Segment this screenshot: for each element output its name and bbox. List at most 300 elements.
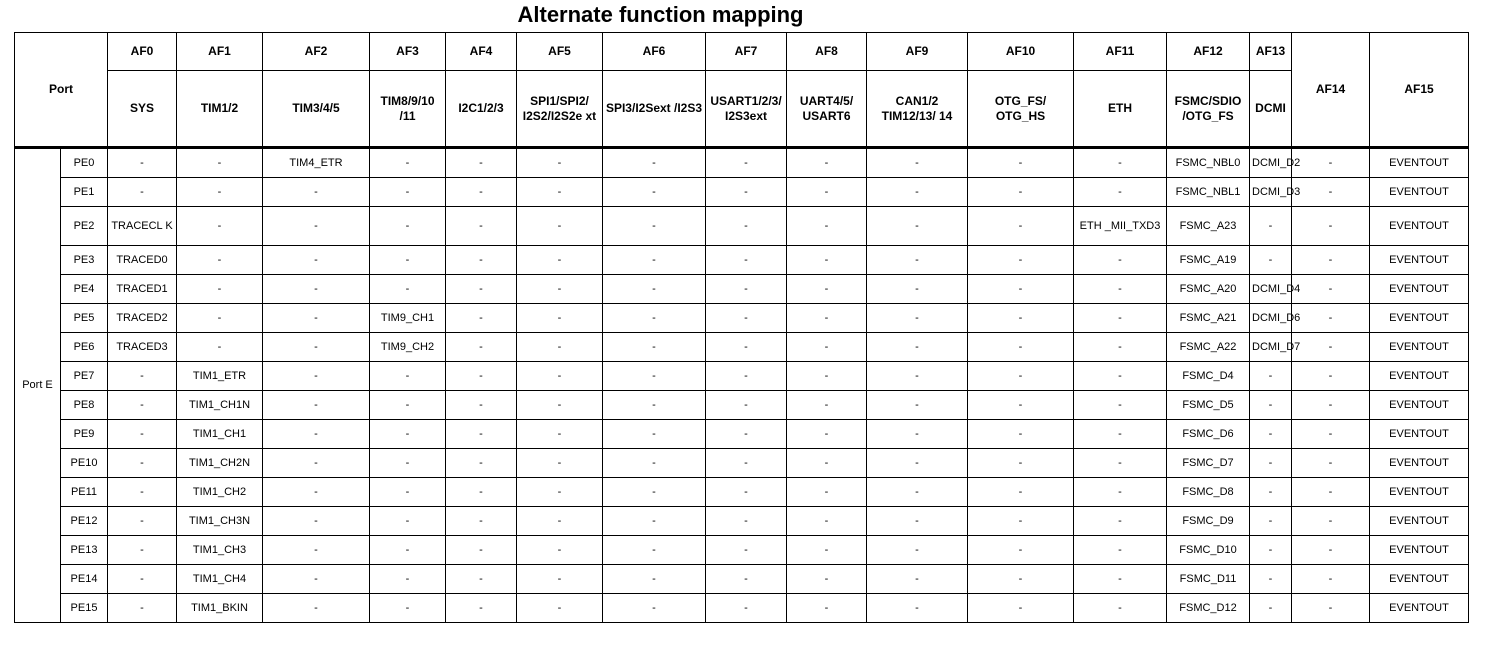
af4-cell: - [446, 246, 517, 275]
af8-cell: - [787, 565, 867, 594]
af8-cell: - [787, 420, 867, 449]
af5-cell: - [517, 478, 603, 507]
af3-subheader: TIM8/9/10 /11 [370, 71, 446, 148]
af12-cell: FSMC_D4 [1167, 362, 1250, 391]
alternate-function-table [14, 32, 1469, 623]
af8-cell: - [787, 536, 867, 565]
af2-cell: TIM4_ETR [263, 148, 370, 178]
af7-cell: - [706, 449, 787, 478]
af3-cell: - [370, 507, 446, 536]
af9-cell: - [867, 594, 968, 623]
af12-cell: FSMC_D10 [1167, 536, 1250, 565]
af4-cell: - [446, 207, 517, 246]
pin-cell: PE6 [61, 333, 108, 362]
af11-cell: - [1074, 178, 1167, 207]
af12-cell: FSMC_A21 [1167, 304, 1250, 333]
af8-cell: - [787, 449, 867, 478]
af3-cell: - [370, 148, 446, 178]
af4-cell: - [446, 304, 517, 333]
af4-cell: - [446, 449, 517, 478]
pin-cell: PE15 [61, 594, 108, 623]
af4-cell: - [446, 333, 517, 362]
af12-cell: FSMC_A22 [1167, 333, 1250, 362]
af6-cell: - [603, 178, 706, 207]
pin-cell: PE1 [61, 178, 108, 207]
af9-cell: - [867, 275, 968, 304]
af4-cell: - [446, 594, 517, 623]
af6-cell: - [603, 207, 706, 246]
af9-cell: - [867, 449, 968, 478]
af15-cell: EVENTOUT [1370, 449, 1469, 478]
af9-cell: - [867, 148, 968, 178]
af13-header: AF13 [1250, 33, 1292, 71]
af10-cell: - [968, 275, 1074, 304]
af1-cell: TIM1_ETR [177, 362, 263, 391]
af2-cell: - [263, 178, 370, 207]
af7-cell: - [706, 420, 787, 449]
af10-cell: - [968, 565, 1074, 594]
af6-cell: - [603, 362, 706, 391]
af11-cell: - [1074, 536, 1167, 565]
table-row [15, 304, 1469, 333]
af7-cell: - [706, 246, 787, 275]
af15-cell: EVENTOUT [1370, 536, 1469, 565]
af5-cell: - [517, 536, 603, 565]
af9-cell: - [867, 304, 968, 333]
af9-header: AF9 [867, 33, 968, 71]
table-row [15, 449, 1469, 478]
af12-cell: FSMC_D9 [1167, 507, 1250, 536]
af2-cell: - [263, 391, 370, 420]
af9-cell: - [867, 565, 968, 594]
af14-cell: - [1292, 178, 1370, 207]
af8-cell: - [787, 178, 867, 207]
af15-cell: EVENTOUT [1370, 507, 1469, 536]
af3-header: AF3 [370, 33, 446, 71]
af10-cell: - [968, 178, 1074, 207]
af9-cell: - [867, 536, 968, 565]
af14-cell: - [1292, 333, 1370, 362]
af7-cell: - [706, 478, 787, 507]
af1-cell: - [177, 246, 263, 275]
af12-subheader: FSMC/SDIO /OTG_FS [1167, 71, 1250, 148]
af9-cell: - [867, 420, 968, 449]
table-row [15, 594, 1469, 623]
pin-cell: PE8 [61, 391, 108, 420]
af1-cell: TIM1_CH4 [177, 565, 263, 594]
af13-cell: - [1250, 207, 1292, 246]
af0-cell: TRACECL K [108, 207, 177, 246]
af5-subheader: SPI1/SPI2/ I2S2/I2S2e xt [517, 71, 603, 148]
af14-cell: - [1292, 449, 1370, 478]
table-body [15, 148, 1469, 623]
af8-cell: - [787, 478, 867, 507]
af1-cell: TIM1_CH1 [177, 420, 263, 449]
af11-cell: - [1074, 333, 1167, 362]
af7-cell: - [706, 536, 787, 565]
af11-cell: - [1074, 507, 1167, 536]
af10-cell: - [968, 536, 1074, 565]
af14-cell: - [1292, 391, 1370, 420]
af6-cell: - [603, 148, 706, 178]
af6-cell: - [603, 275, 706, 304]
af6-cell: - [603, 507, 706, 536]
af3-cell: - [370, 594, 446, 623]
af0-cell: - [108, 178, 177, 207]
af6-cell: - [603, 449, 706, 478]
af0-cell: - [108, 362, 177, 391]
table-row [15, 148, 1469, 178]
pin-cell: PE5 [61, 304, 108, 333]
af1-cell: - [177, 333, 263, 362]
af13-cell: - [1250, 565, 1292, 594]
af13-cell: DCMI_D3 [1250, 178, 1292, 207]
af8-cell: - [787, 148, 867, 178]
port-group-cell: Port E [15, 148, 61, 623]
af8-cell: - [787, 507, 867, 536]
af5-cell: - [517, 333, 603, 362]
af1-subheader: TIM1/2 [177, 71, 263, 148]
af2-cell: - [263, 420, 370, 449]
af11-cell: - [1074, 478, 1167, 507]
table-row [15, 507, 1469, 536]
af4-header: AF4 [446, 33, 517, 71]
af13-cell: DCMI_D2 [1250, 148, 1292, 178]
af14-header: AF14 [1292, 33, 1370, 148]
af9-cell: - [867, 507, 968, 536]
af10-cell: - [968, 333, 1074, 362]
af1-cell: TIM1_CH1N [177, 391, 263, 420]
af0-cell: - [108, 148, 177, 178]
af15-cell: EVENTOUT [1370, 275, 1469, 304]
af2-cell: - [263, 449, 370, 478]
af3-cell: - [370, 275, 446, 304]
af15-cell: EVENTOUT [1370, 478, 1469, 507]
af10-cell: - [968, 304, 1074, 333]
af11-cell: - [1074, 565, 1167, 594]
af8-header: AF8 [787, 33, 867, 71]
af5-cell: - [517, 565, 603, 594]
table-row [15, 391, 1469, 420]
af11-subheader: ETH [1074, 71, 1167, 148]
table-row [15, 246, 1469, 275]
af11-cell: - [1074, 275, 1167, 304]
af2-cell: - [263, 565, 370, 594]
af6-cell: - [603, 420, 706, 449]
af3-cell: - [370, 362, 446, 391]
af2-cell: - [263, 507, 370, 536]
af10-cell: - [968, 246, 1074, 275]
af4-cell: - [446, 275, 517, 304]
af5-cell: - [517, 362, 603, 391]
af3-cell: TIM9_CH1 [370, 304, 446, 333]
pin-cell: PE11 [61, 478, 108, 507]
af8-cell: - [787, 594, 867, 623]
af8-subheader: UART4/5/ USART6 [787, 71, 867, 148]
af6-cell: - [603, 536, 706, 565]
table-row [15, 478, 1469, 507]
af2-cell: - [263, 275, 370, 304]
af6-cell: - [603, 304, 706, 333]
af8-cell: - [787, 246, 867, 275]
af5-cell: - [517, 507, 603, 536]
af10-cell: - [968, 207, 1074, 246]
header-row-function [15, 71, 1469, 148]
af1-cell: TIM1_CH2N [177, 449, 263, 478]
af2-cell: - [263, 594, 370, 623]
af5-header: AF5 [517, 33, 603, 71]
af7-cell: - [706, 178, 787, 207]
af8-cell: - [787, 275, 867, 304]
af13-cell: - [1250, 478, 1292, 507]
af4-cell: - [446, 362, 517, 391]
af12-cell: FSMC_D6 [1167, 420, 1250, 449]
af14-cell: - [1292, 304, 1370, 333]
af13-cell: - [1250, 246, 1292, 275]
af14-cell: - [1292, 565, 1370, 594]
af5-cell: - [517, 594, 603, 623]
af2-cell: - [263, 362, 370, 391]
af9-cell: - [867, 333, 968, 362]
af5-cell: - [517, 148, 603, 178]
af14-cell: - [1292, 246, 1370, 275]
af0-cell: - [108, 478, 177, 507]
af13-cell: DCMI_D4 [1250, 275, 1292, 304]
af1-cell: TIM1_CH2 [177, 478, 263, 507]
af2-header: AF2 [263, 33, 370, 71]
af0-cell: TRACED2 [108, 304, 177, 333]
af6-header: AF6 [603, 33, 706, 71]
af13-cell: DCMI_D7 [1250, 333, 1292, 362]
af4-cell: - [446, 148, 517, 178]
af11-cell: ETH _MII_TXD3 [1074, 207, 1167, 246]
af13-cell: - [1250, 362, 1292, 391]
header-row-af [15, 33, 1469, 71]
af11-cell: - [1074, 449, 1167, 478]
af4-cell: - [446, 536, 517, 565]
af4-cell: - [446, 507, 517, 536]
af12-cell: FSMC_D7 [1167, 449, 1250, 478]
pin-cell: PE10 [61, 449, 108, 478]
af1-cell: - [177, 304, 263, 333]
af10-cell: - [968, 420, 1074, 449]
af10-cell: - [968, 362, 1074, 391]
af3-cell: - [370, 178, 446, 207]
af13-cell: - [1250, 391, 1292, 420]
af2-cell: - [263, 536, 370, 565]
af8-cell: - [787, 391, 867, 420]
af15-header: AF15 [1370, 33, 1469, 148]
af5-cell: - [517, 420, 603, 449]
af15-cell: EVENTOUT [1370, 304, 1469, 333]
af0-cell: - [108, 536, 177, 565]
af4-cell: - [446, 565, 517, 594]
af11-cell: - [1074, 420, 1167, 449]
af5-cell: - [517, 449, 603, 478]
af5-cell: - [517, 178, 603, 207]
af7-cell: - [706, 362, 787, 391]
af3-cell: - [370, 565, 446, 594]
af4-cell: - [446, 420, 517, 449]
pin-cell: PE12 [61, 507, 108, 536]
af12-cell: FSMC_NBL1 [1167, 178, 1250, 207]
af9-cell: - [867, 362, 968, 391]
af2-subheader: TIM3/4/5 [263, 71, 370, 148]
af1-cell: TIM1_CH3 [177, 536, 263, 565]
af0-cell: TRACED1 [108, 275, 177, 304]
table-row [15, 536, 1469, 565]
af0-cell: - [108, 449, 177, 478]
af6-cell: - [603, 391, 706, 420]
af12-cell: FSMC_D5 [1167, 391, 1250, 420]
af11-cell: - [1074, 594, 1167, 623]
af14-cell: - [1292, 207, 1370, 246]
af2-cell: - [263, 207, 370, 246]
af10-cell: - [968, 478, 1074, 507]
af11-cell: - [1074, 391, 1167, 420]
af5-cell: - [517, 304, 603, 333]
af0-cell: TRACED0 [108, 246, 177, 275]
af3-cell: TIM9_CH2 [370, 333, 446, 362]
af12-cell: FSMC_A23 [1167, 207, 1250, 246]
af14-cell: - [1292, 275, 1370, 304]
pin-cell: PE4 [61, 275, 108, 304]
pin-cell: PE0 [61, 148, 108, 178]
af11-cell: - [1074, 246, 1167, 275]
af0-cell: - [108, 420, 177, 449]
af7-cell: - [706, 304, 787, 333]
table-row [15, 420, 1469, 449]
table-row [15, 362, 1469, 391]
af2-cell: - [263, 478, 370, 507]
af0-subheader: SYS [108, 71, 177, 148]
af15-cell: EVENTOUT [1370, 333, 1469, 362]
af10-cell: - [968, 148, 1074, 178]
af14-cell: - [1292, 478, 1370, 507]
af6-cell: - [603, 478, 706, 507]
af10-cell: - [968, 391, 1074, 420]
af14-cell: - [1292, 420, 1370, 449]
af13-cell: - [1250, 449, 1292, 478]
af7-cell: - [706, 391, 787, 420]
af3-cell: - [370, 391, 446, 420]
af5-cell: - [517, 207, 603, 246]
pin-cell: PE3 [61, 246, 108, 275]
pin-cell: PE14 [61, 565, 108, 594]
af14-cell: - [1292, 536, 1370, 565]
af6-cell: - [603, 246, 706, 275]
af9-cell: - [867, 391, 968, 420]
af1-cell: - [177, 148, 263, 178]
af15-cell: EVENTOUT [1370, 148, 1469, 178]
af13-cell: - [1250, 507, 1292, 536]
table-row [15, 207, 1469, 246]
af9-subheader: CAN1/2 TIM12/13/ 14 [867, 71, 968, 148]
af3-cell: - [370, 207, 446, 246]
af15-cell: EVENTOUT [1370, 565, 1469, 594]
af14-cell: - [1292, 507, 1370, 536]
af13-subheader: DCMI [1250, 71, 1292, 148]
af12-cell: FSMC_A19 [1167, 246, 1250, 275]
page-title: Alternate function mapping [517, 2, 804, 27]
af6-cell: - [603, 594, 706, 623]
port-header: Port [15, 33, 108, 148]
af15-cell: EVENTOUT [1370, 362, 1469, 391]
pin-cell: PE9 [61, 420, 108, 449]
table-row [15, 565, 1469, 594]
af1-cell: - [177, 275, 263, 304]
af15-cell: EVENTOUT [1370, 420, 1469, 449]
af6-subheader: SPI3/I2Sext /I2S3 [603, 71, 706, 148]
af13-cell: - [1250, 420, 1292, 449]
af12-cell: FSMC_D11 [1167, 565, 1250, 594]
af11-cell: - [1074, 148, 1167, 178]
af1-cell: - [177, 207, 263, 246]
af10-cell: - [968, 594, 1074, 623]
af14-cell: - [1292, 148, 1370, 178]
af12-cell: FSMC_A20 [1167, 275, 1250, 304]
af12-cell: FSMC_D12 [1167, 594, 1250, 623]
af3-cell: - [370, 536, 446, 565]
af5-cell: - [517, 391, 603, 420]
af2-cell: - [263, 304, 370, 333]
af4-cell: - [446, 478, 517, 507]
table-row [15, 333, 1469, 362]
table-row [15, 178, 1469, 207]
af3-cell: - [370, 478, 446, 507]
af9-cell: - [867, 478, 968, 507]
af8-cell: - [787, 333, 867, 362]
af7-cell: - [706, 565, 787, 594]
af14-cell: - [1292, 362, 1370, 391]
af10-cell: - [968, 507, 1074, 536]
pin-cell: PE7 [61, 362, 108, 391]
af15-cell: EVENTOUT [1370, 207, 1469, 246]
af11-cell: - [1074, 304, 1167, 333]
af10-header: AF10 [968, 33, 1074, 71]
af15-cell: EVENTOUT [1370, 391, 1469, 420]
af0-cell: - [108, 594, 177, 623]
af7-cell: - [706, 275, 787, 304]
af0-cell: TRACED3 [108, 333, 177, 362]
table-row [15, 275, 1469, 304]
af13-cell: - [1250, 594, 1292, 623]
af9-cell: - [867, 207, 968, 246]
af0-cell: - [108, 507, 177, 536]
af6-cell: - [603, 565, 706, 594]
af7-cell: - [706, 148, 787, 178]
af12-header: AF12 [1167, 33, 1250, 71]
af10-cell: - [968, 449, 1074, 478]
af1-cell: - [177, 178, 263, 207]
af12-cell: FSMC_D8 [1167, 478, 1250, 507]
af2-cell: - [263, 333, 370, 362]
af7-subheader: USART1/2/3/ I2S3ext [706, 71, 787, 148]
af4-cell: - [446, 391, 517, 420]
af7-cell: - [706, 594, 787, 623]
af7-cell: - [706, 507, 787, 536]
af1-cell: TIM1_CH3N [177, 507, 263, 536]
af7-cell: - [706, 207, 787, 246]
af9-cell: - [867, 246, 968, 275]
af5-cell: - [517, 275, 603, 304]
af15-cell: EVENTOUT [1370, 178, 1469, 207]
af11-header: AF11 [1074, 33, 1167, 71]
af15-cell: EVENTOUT [1370, 594, 1469, 623]
af12-cell: FSMC_NBL0 [1167, 148, 1250, 178]
af2-cell: - [263, 246, 370, 275]
af7-cell: - [706, 333, 787, 362]
